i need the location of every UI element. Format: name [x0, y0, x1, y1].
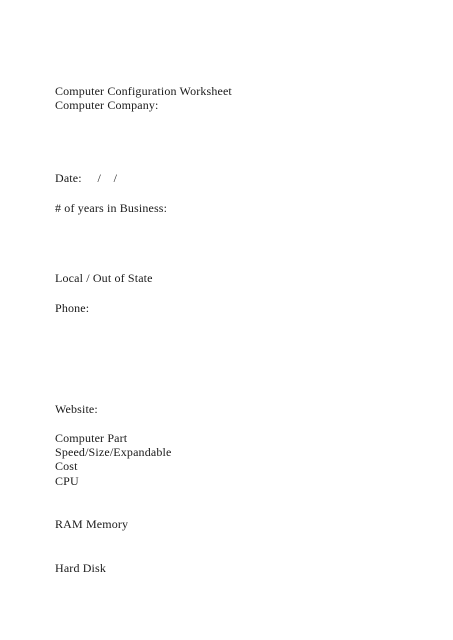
phone-label: Phone:: [55, 301, 90, 315]
part-row-ram: RAM Memory: [55, 517, 129, 531]
part-column-header: Computer Part: [55, 431, 128, 445]
cost-column-header: Cost: [55, 459, 78, 473]
years-in-business-label: # of years in Business:: [55, 201, 168, 215]
location-label: Local / Out of State: [55, 271, 153, 285]
company-label: Computer Company:: [55, 98, 159, 112]
part-row-cpu: CPU: [55, 474, 79, 488]
spec-column-header: Speed/Size/Expandable: [55, 445, 172, 459]
website-label: Website:: [55, 402, 98, 416]
worksheet-title: Computer Configuration Worksheet: [55, 84, 232, 98]
date-label: Date: / /: [55, 171, 118, 185]
part-row-hard-disk: Hard Disk: [55, 561, 107, 575]
